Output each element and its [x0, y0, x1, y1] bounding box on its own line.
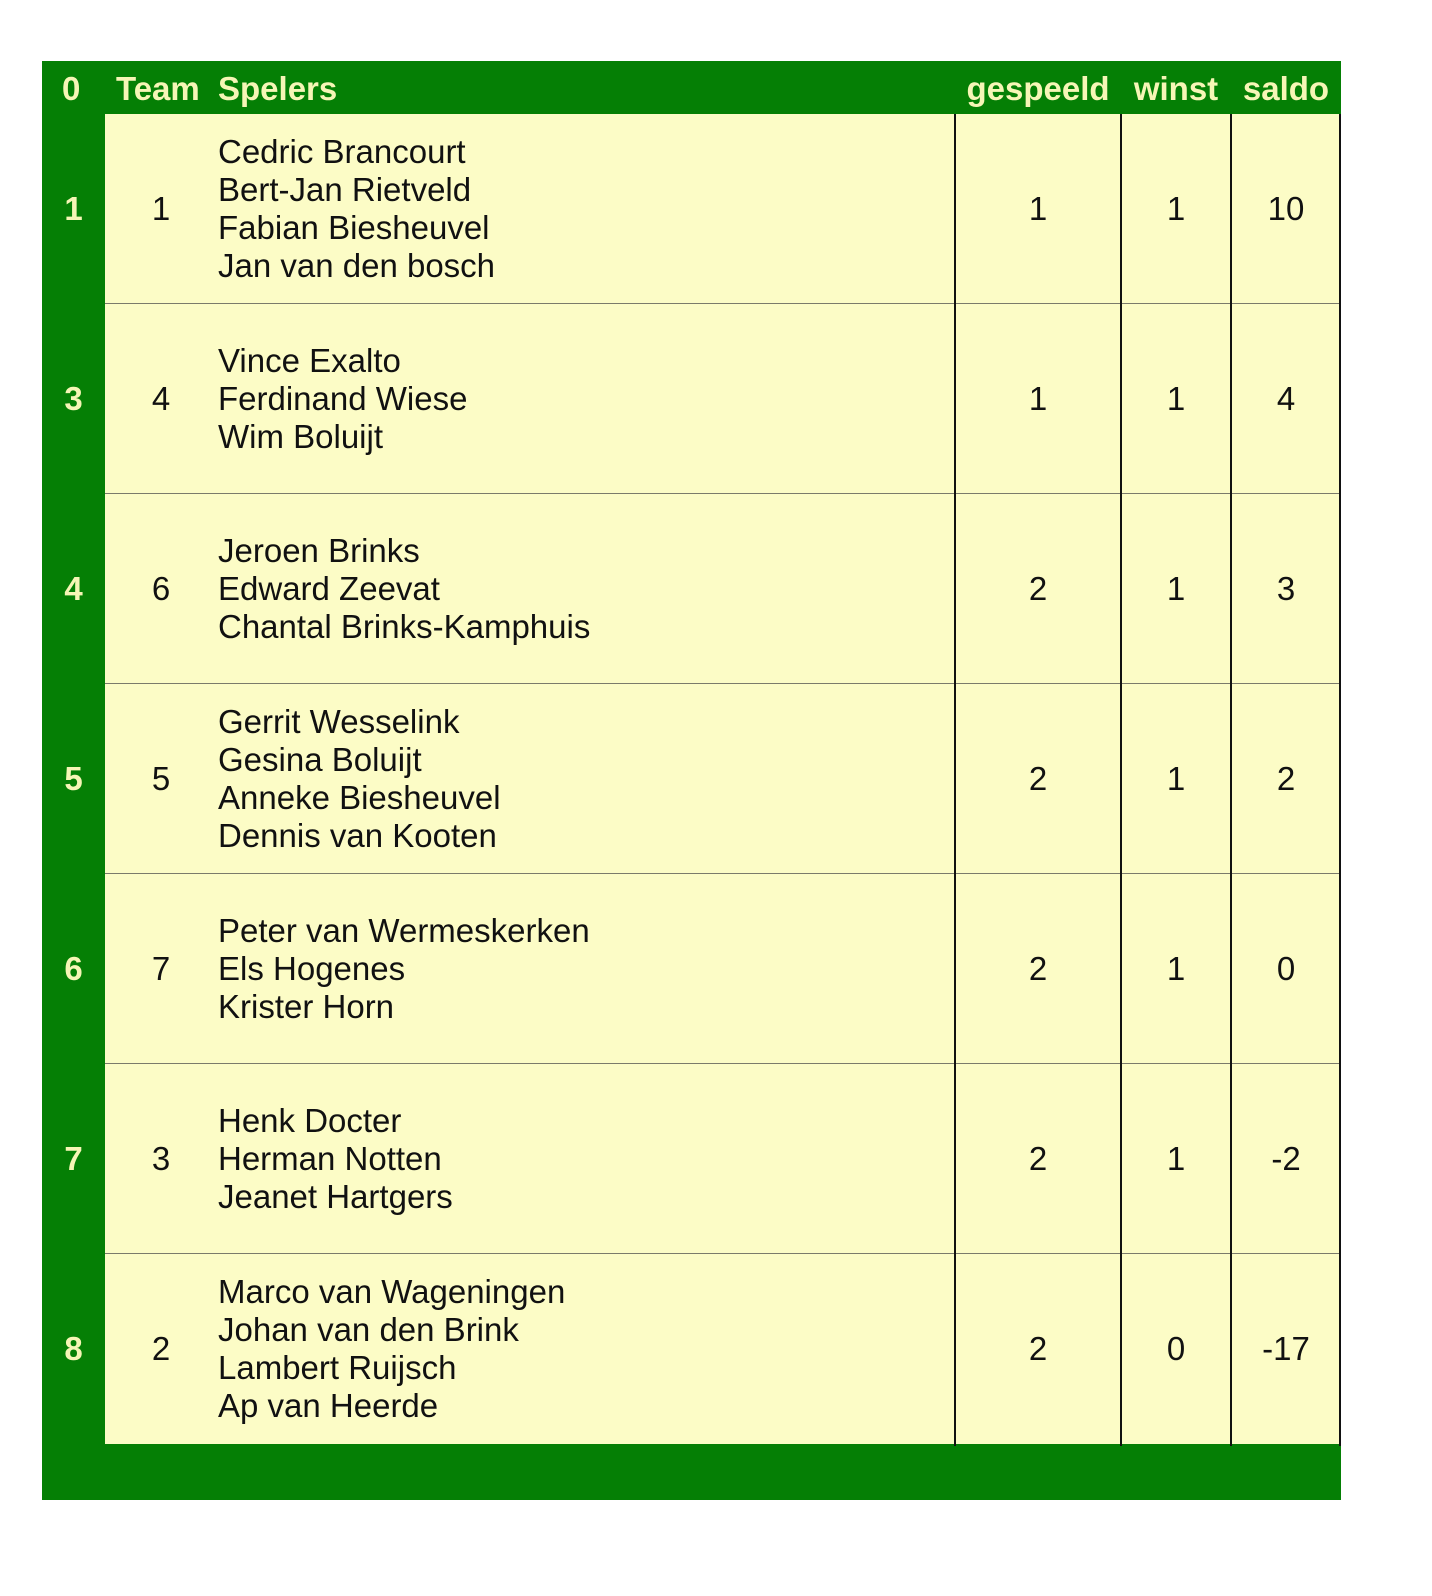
header-balance: saldo [1242, 70, 1330, 107]
player-name: Ferdinand Wiese [218, 380, 468, 417]
table-row [42, 114, 1341, 304]
player-name: Jeanet Hartgers [218, 1178, 453, 1215]
rank-cell: 7 [64, 1140, 83, 1177]
player-name: Wim Boluijt [218, 418, 384, 455]
played-cell: 2 [1028, 1140, 1048, 1177]
played-cell: 1 [1028, 380, 1048, 417]
played-cell: 2 [1028, 760, 1048, 797]
played-cell: 2 [1028, 950, 1048, 987]
player-name: Marco van Wageningen [218, 1273, 566, 1310]
row-cells [105, 1254, 1341, 1444]
player-name: Henk Docter [218, 1102, 402, 1139]
row-cells [105, 494, 1341, 684]
played-cell: 2 [1028, 1330, 1048, 1367]
column-divider [1120, 114, 1122, 1446]
players-list [218, 304, 467, 494]
player-name: Anneke Biesheuvel [218, 779, 501, 816]
header-rank: 0 [62, 70, 81, 107]
table-row [42, 1064, 1341, 1254]
table-row [42, 874, 1341, 1064]
players-cell [218, 684, 953, 874]
row-cells [105, 874, 1341, 1064]
row-cells [105, 684, 1341, 874]
player-name: Fabian Biesheuvel [218, 209, 490, 246]
team-cell: 4 [151, 380, 171, 417]
player-name: Johan van den Brink [218, 1311, 519, 1348]
wins-cell: 1 [1166, 1140, 1186, 1177]
wins-cell: 1 [1166, 950, 1186, 987]
player-name: Chantal Brinks-Kamphuis [218, 608, 591, 645]
player-name: Els Hogenes [218, 950, 406, 987]
balance-cell: -2 [1271, 1140, 1301, 1177]
balance-cell: 3 [1276, 570, 1296, 607]
wins-cell: 1 [1166, 760, 1186, 797]
team-cell: 7 [151, 950, 171, 987]
rank-cell: 8 [64, 1330, 83, 1367]
rank-cell: 4 [64, 570, 83, 607]
wins-cell: 0 [1166, 1330, 1186, 1367]
rank-cell: 6 [64, 950, 83, 987]
player-name: Bert-Jan Rietveld [218, 171, 472, 208]
players-cell [218, 1254, 953, 1444]
table-row [42, 304, 1341, 494]
player-name: Cedric Brancourt [218, 133, 466, 170]
player-name: Jeroen Brinks [218, 532, 420, 569]
players-list [218, 1064, 453, 1254]
players-cell [218, 304, 953, 494]
table-header [42, 61, 1341, 114]
players-cell [218, 874, 953, 1064]
table-row [42, 494, 1341, 684]
team-cell: 1 [151, 190, 171, 227]
balance-cell: 0 [1276, 950, 1296, 987]
table-row [42, 684, 1341, 874]
header-played: gespeeld [966, 70, 1110, 107]
row-cells [105, 114, 1341, 304]
played-cell: 2 [1028, 570, 1048, 607]
team-cell: 3 [151, 1140, 171, 1177]
standings-table [42, 61, 1341, 1500]
header-wins: winst [1133, 70, 1219, 107]
player-name: Krister Horn [218, 988, 395, 1025]
row-cells [105, 304, 1341, 494]
player-name: Dennis van Kooten [218, 817, 497, 854]
team-cell: 2 [151, 1330, 171, 1367]
balance-cell: 2 [1276, 760, 1296, 797]
players-list [218, 114, 495, 304]
column-divider [1230, 114, 1232, 1446]
player-name: Ap van Heerde [218, 1387, 439, 1424]
balance-cell: -17 [1262, 1330, 1310, 1367]
player-name: Lambert Ruijsch [218, 1349, 457, 1386]
column-divider [1339, 114, 1341, 1446]
players-list [218, 874, 590, 1064]
team-cell: 5 [151, 760, 171, 797]
table-body [42, 114, 1341, 1444]
header-team: Team [116, 70, 200, 107]
wins-cell: 1 [1166, 380, 1186, 417]
players-list [218, 494, 590, 684]
player-name: Peter van Wermeskerken [218, 912, 590, 949]
player-name: Herman Notten [218, 1140, 442, 1177]
row-cells [105, 1064, 1341, 1254]
wins-cell: 1 [1166, 570, 1186, 607]
wins-cell: 1 [1166, 190, 1186, 227]
rank-cell: 5 [64, 760, 83, 797]
player-name: Gesina Boluijt [218, 741, 422, 778]
played-cell: 1 [1028, 190, 1048, 227]
balance-cell: 4 [1276, 380, 1296, 417]
player-name: Vince Exalto [218, 342, 401, 379]
players-list [218, 1254, 565, 1444]
header-players: Spelers [218, 70, 338, 107]
column-divider [954, 114, 956, 1446]
player-name: Edward Zeevat [218, 570, 440, 607]
balance-cell: 10 [1267, 190, 1305, 227]
player-name: Jan van den bosch [218, 247, 496, 284]
rank-cell: 3 [64, 380, 83, 417]
table-row [42, 1254, 1341, 1444]
players-cell [218, 494, 953, 684]
players-cell [218, 1064, 953, 1254]
players-cell [218, 114, 953, 304]
team-cell: 6 [151, 570, 171, 607]
player-name: Gerrit Wesselink [218, 703, 460, 740]
players-list [218, 684, 501, 874]
rank-cell: 1 [64, 190, 83, 227]
